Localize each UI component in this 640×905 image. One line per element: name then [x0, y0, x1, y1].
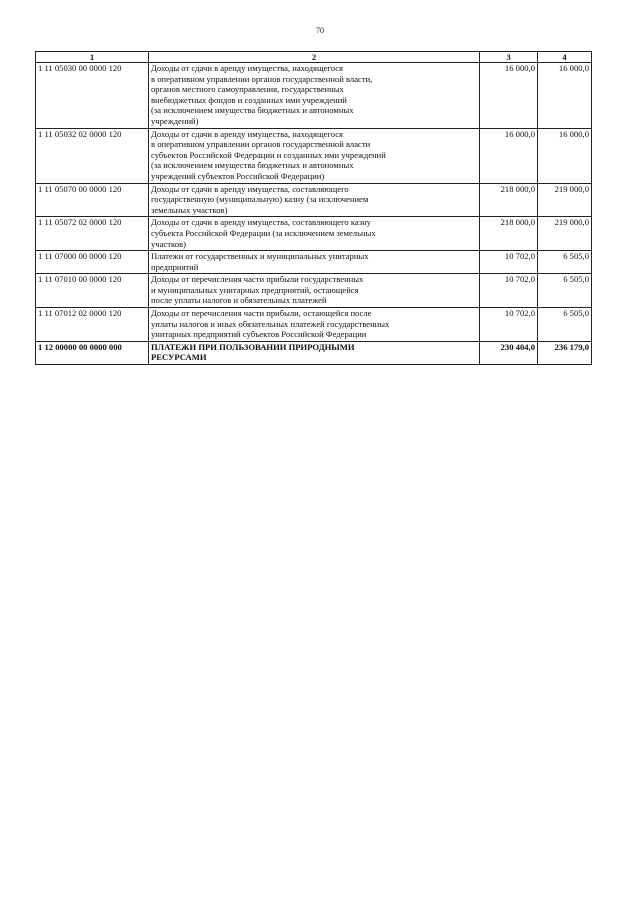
amount-col4: 6 505,0	[538, 308, 592, 342]
classification-code: 1 11 05072 02 0000 120	[36, 217, 149, 251]
table-row	[36, 128, 592, 183]
table-header-row	[36, 52, 592, 63]
amount-col4: 236 179,0	[538, 341, 592, 364]
table-row	[36, 274, 592, 308]
table-row	[36, 63, 592, 129]
table-row	[36, 217, 592, 251]
amount-col3: 16 000,0	[480, 63, 538, 129]
classification-code: 1 11 07012 02 0000 120	[36, 308, 149, 342]
amount-col4: 219 000,0	[538, 183, 592, 217]
amount-col4: 16 000,0	[538, 128, 592, 183]
classification-code: 1 11 07010 00 0000 120	[36, 274, 149, 308]
classification-code: 1 12 00000 00 0000 000	[36, 341, 149, 364]
revenue-name: ПЛАТЕЖИ ПРИ ПОЛЬЗОВАНИИ ПРИРОДНЫМИ РЕСУРСАМИ	[149, 341, 480, 364]
classification-code: 1 11 07000 00 0000 120	[36, 251, 149, 274]
table-row	[36, 251, 592, 274]
amount-col3: 16 000,0	[480, 128, 538, 183]
amount-col3: 218 000,0	[480, 183, 538, 217]
classification-code: 1 11 05070 00 0000 120	[36, 183, 149, 217]
table-row-section-total	[36, 341, 592, 364]
classification-code: 1 11 05030 00 0000 120	[36, 63, 149, 129]
revenue-name: Доходы от сдачи в аренду имущества, находящегося в оперативном управлении органов государственной власти субъектов Российской Федерации и созданных ими учреждений (за исключением имущества бюджетных и автономных учреждений субъектов Российской Федерации)	[149, 128, 480, 183]
revenue-name: Платежи от государственных и муниципальных унитарных предприятий	[149, 251, 480, 274]
revenue-name: Доходы от перечисления части прибыли, остающейся после уплаты налогов и иных обязательных платежей государственных унитарных предприятий субъектов Российской Федерации	[149, 308, 480, 342]
column-header-2: 2	[149, 52, 480, 63]
amount-col4: 6 505,0	[538, 274, 592, 308]
amount-col4: 16 000,0	[538, 63, 592, 129]
table-row	[36, 183, 592, 217]
column-header-4: 4	[538, 52, 592, 63]
revenue-name: Доходы от перечисления части прибыли государственных и муниципальных унитарных предприятий, остающейся после уплаты налогов и обязательных платежей	[149, 274, 480, 308]
amount-col4: 6 505,0	[538, 251, 592, 274]
amount-col3: 10 702,0	[480, 308, 538, 342]
page-number: 70	[316, 26, 324, 35]
amount-col4: 219 000,0	[538, 217, 592, 251]
amount-col3: 218 000,0	[480, 217, 538, 251]
amount-col3: 230 404,0	[480, 341, 538, 364]
revenue-name: Доходы от сдачи в аренду имущества, находящегося в оперативном управлении органов государственной власти, органов местного самоуправления, государственных внебюджетных фондов и созданных ими учреждений (за исключением имущества бюджетных и автономных учреждений)	[149, 63, 480, 129]
amount-col3: 10 702,0	[480, 274, 538, 308]
amount-col3: 10 702,0	[480, 251, 538, 274]
revenue-name: Доходы от сдачи в аренду имущества, составляющего государственную (муниципальную) казну (за исключением земельных участков)	[149, 183, 480, 217]
revenue-name: Доходы от сдачи в аренду имущества, составляющего казну субъекта Российской Федерации (за исключением земельных участков)	[149, 217, 480, 251]
classification-code: 1 11 05032 02 0000 120	[36, 128, 149, 183]
column-header-1: 1	[36, 52, 149, 63]
column-header-3: 3	[480, 52, 538, 63]
table-row	[36, 308, 592, 342]
revenue-table	[35, 51, 592, 365]
